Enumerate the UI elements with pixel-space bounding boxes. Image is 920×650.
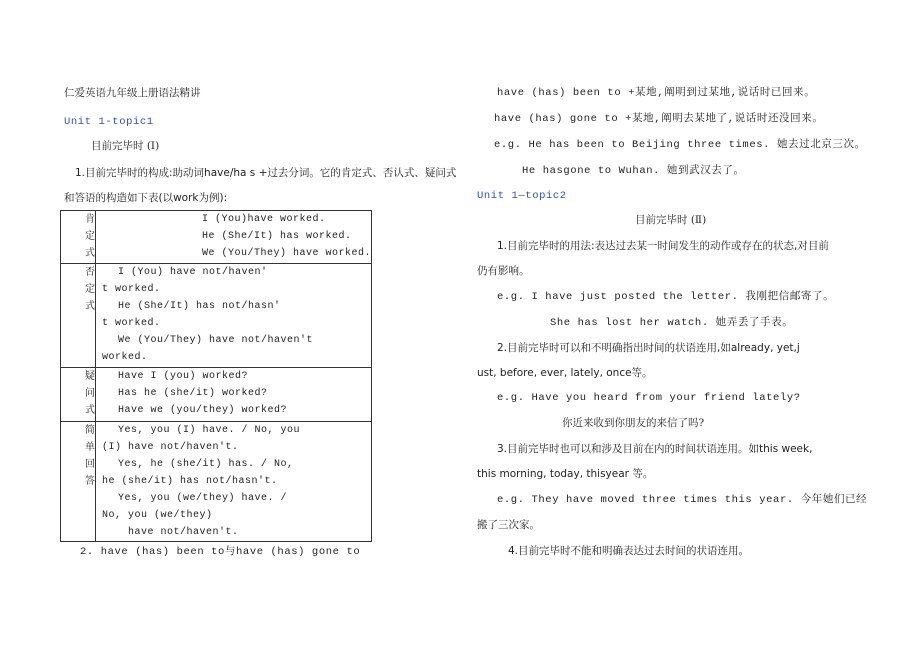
section-title-present-perfect-1: 目前完毕时 (Ⅰ) xyxy=(91,140,160,152)
gone-to-line: have (has) gone to +某地,阐明去某地了,说话时还没回来。 xyxy=(494,113,824,125)
usage3-example2: 搬了三次家。 xyxy=(477,519,540,531)
row-content: I (You)have worked. He (She/It) has worked. We (You/They) have worked. xyxy=(96,211,372,264)
usage2-example2: 你近来收到你朋友的来信了吗? xyxy=(562,417,705,429)
row-label: 简 单 回 答 xyxy=(61,422,96,542)
point1-line2: 和答语的构造如下表(以work为例): xyxy=(64,192,228,204)
been-to-line: have (has) been to +某地,阐明到过某地,说话时已回来。 xyxy=(497,87,816,99)
usage2-line2: ust, before, ever, lately, once等。 xyxy=(477,367,653,379)
row-label: 疑 问 式 xyxy=(61,368,96,422)
table-row-negative xyxy=(61,264,372,368)
example-gone-to: He hasgone to Wuhan. 她到武汉去了。 xyxy=(522,165,745,177)
usage1-example1: e.g. I have just posted the letter. 我刚把信邮寄了。 xyxy=(497,291,835,303)
usage1-line1: 1.目前完毕时的用法:表达过去某一时间发生的动作或存在的状态,对目前 xyxy=(497,240,829,252)
row-content: I (You) have not/haven' t worked. He (She/It) has not/hasn' t worked. We (You/They) have not/haven't worked. xyxy=(96,264,372,368)
table-row-question xyxy=(61,368,372,422)
usage1-line2: 仍有影响。 xyxy=(477,265,530,277)
table-row-affirmative xyxy=(61,211,372,264)
row-label: 否 定 式 xyxy=(61,264,96,368)
row-content: Yes, you (I) have. / No, you (I) have not/haven't. Yes, he (she/it) has. / No, he (she/it) has not/hasn't. Yes, you (we/they) have. / No, you (we/they) have not/haven't. xyxy=(96,422,372,542)
point1-line1: 1.目前完毕时的构成:助动词have/ha s +过去分词。它的肯定式、否认式、疑问式 xyxy=(75,167,457,179)
document-title: 仁爱英语九年级上册语法精讲 xyxy=(64,87,201,99)
table-row-short-answer xyxy=(61,422,372,542)
usage3-line2: this morning, today, thisyear 等。 xyxy=(477,468,654,480)
usage3-line1: 3.目前完毕时也可以和涉及目前在内的时间状语连用。如this week, xyxy=(497,443,813,455)
section-title-present-perfect-2: 目前完毕时 (Ⅱ) xyxy=(635,214,707,226)
example-been-to: e.g. He has been to Beijing three times. 她去过北京三次。 xyxy=(494,139,866,151)
usage3-example1: e.g. They have moved three times this year. 今年她们已经 xyxy=(497,494,868,506)
usage4-line: 4.目前完毕时不能和明确表达过去时间的状语连用。 xyxy=(508,545,750,557)
usage2-example1: e.g. Have you heard from your friend lately? xyxy=(497,392,801,404)
usage1-example2: She has lost her watch. 她弄丢了手表。 xyxy=(550,317,794,329)
unit-heading-topic1: Unit 1-topic1 xyxy=(64,116,154,128)
row-content: Have I (you) worked? Has he (she/it) worked? Have we (you/they) worked? xyxy=(96,368,372,422)
unit-heading-topic2: Unit 1—topic2 xyxy=(477,190,567,202)
structure-table xyxy=(60,210,372,542)
point2-heading: 2. have (has) been to与have (has) gone to xyxy=(80,546,361,558)
row-label: 肯 定 式 xyxy=(61,211,96,264)
usage2-line1: 2.目前完毕时可以和不明确指出时间的状语连用,如already, yet,j xyxy=(497,342,800,354)
